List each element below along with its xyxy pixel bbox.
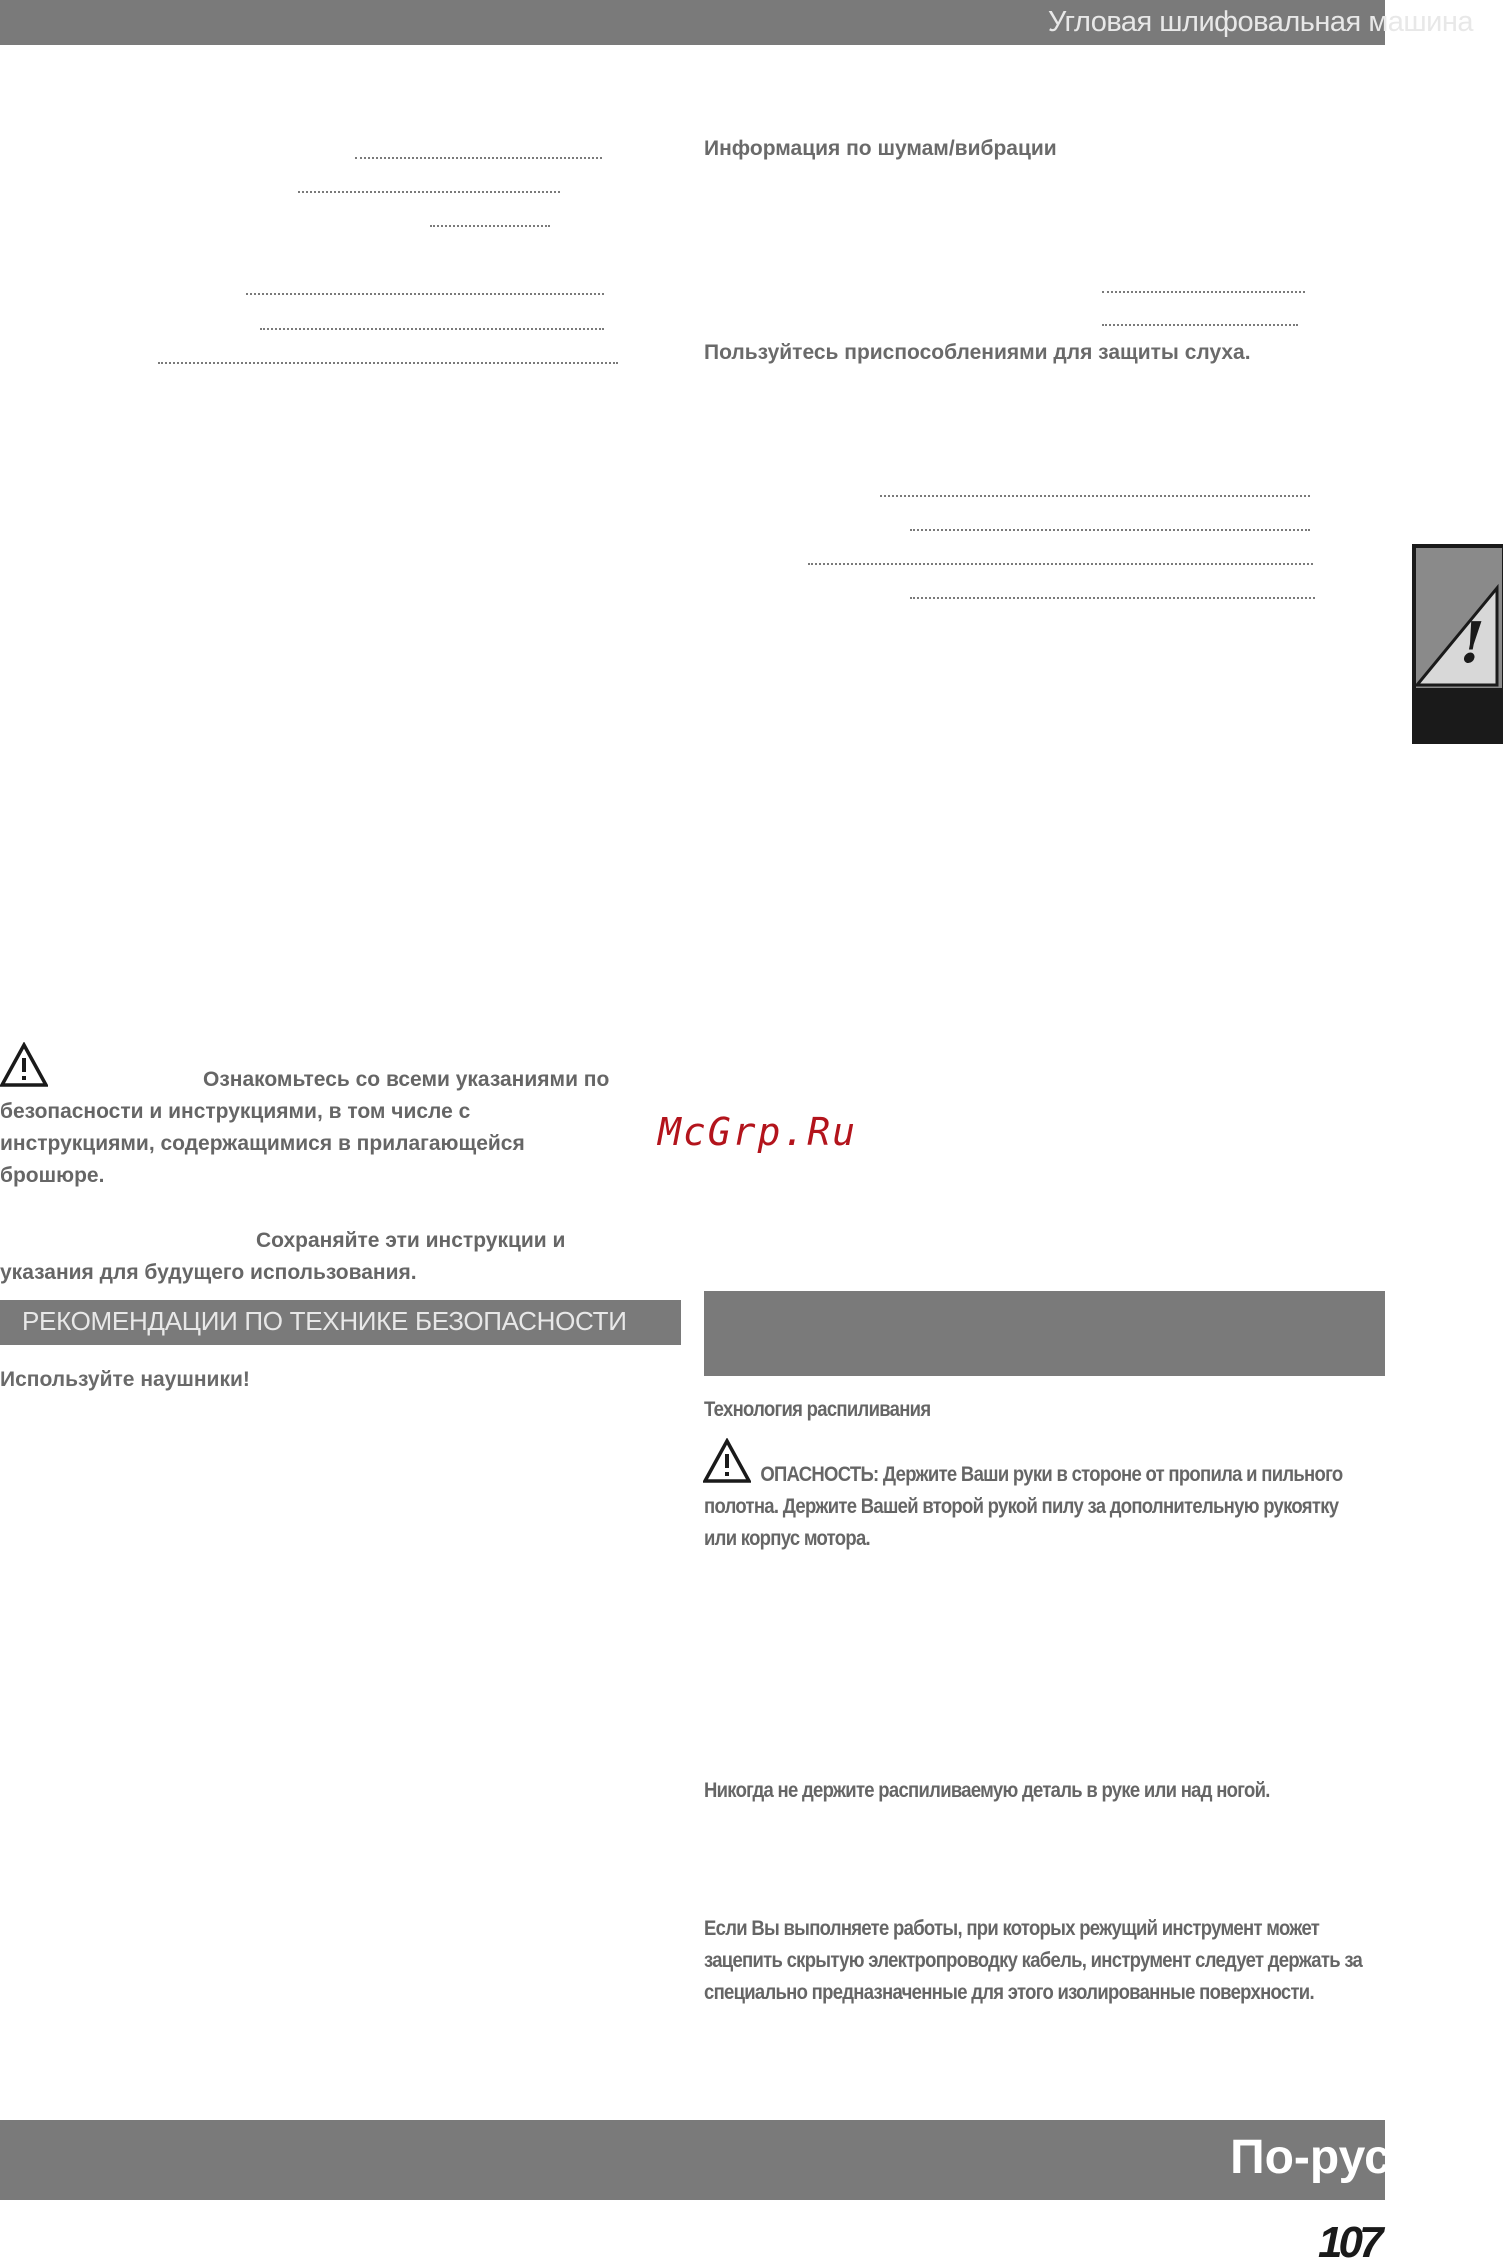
spec-dots [260, 328, 604, 330]
danger-paragraph [704, 1459, 1373, 1555]
warning-exclamation-icon [1412, 580, 1502, 690]
spec-dots [430, 225, 550, 227]
svg-text:!: ! [1460, 610, 1485, 676]
section-title: РЕКОМЕНДАЦИИ ПО ТЕХНИКЕ БЕЗОПАСНОСТИ [22, 1306, 627, 1336]
hidden-wiring-paragraph [704, 1913, 1373, 2009]
vibration-dots [880, 495, 1310, 497]
danger-text: ОПАСНОСТЬ: Держите Ваши руки в стороне от пропила и пильного полотна. Держите Вашей второй рукой пилу за дополнительную рукоятку или корпус мотора. [704, 1463, 1343, 1550]
spec-dots [158, 362, 618, 364]
save-text: Сохраняйте эти инструкции и указания для будущего использования. [0, 1229, 566, 1284]
never-hold-note: Никогда не держите распиливаемую деталь в руке или над ногой. [704, 1779, 1270, 1802]
vibration-dots [808, 563, 1313, 565]
noise-heading: Информация по шумам/вибрации [704, 137, 1057, 160]
vibration-dots [910, 597, 1315, 599]
spec-dots [355, 157, 602, 159]
warning-paragraph [0, 1064, 620, 1192]
vibration-dots [910, 529, 1310, 531]
warning-text: Ознакомьтесь со всеми указаниями по безопасности и инструкциями, в том числе с инструкциями, содержащимися в прилагающейся брошюре. [0, 1068, 610, 1187]
page-number: 107 [1318, 2218, 1380, 2267]
spec-dots [298, 191, 560, 193]
right-section-bar [704, 1291, 1385, 1376]
cutting-heading: Технология распиливания [704, 1398, 931, 1421]
hidden-wiring-text: Если Вы выполняете работы, при которых режущий инструмент может зацепить скрытую электропроводку кабель, инструмент следует держать за специально предназначенные для этого изолированные поверхности. [704, 1917, 1363, 2004]
hearing-protection-note: Пользуйтесь приспособлениями для защиты слуха. [704, 341, 1251, 364]
watermark: McGrp.Ru [658, 1110, 858, 1154]
save-paragraph [0, 1225, 660, 1289]
header-title: Угловая шлифовальная машина [1047, 6, 1473, 38]
noise-dots [1102, 291, 1305, 293]
noise-dots [1102, 324, 1298, 326]
footer-language: По-русски [1230, 2131, 1471, 2184]
spec-dots [246, 293, 604, 295]
use-headphones-note: Используйте наушники! [0, 1368, 250, 1391]
footer-bar [0, 2120, 1385, 2200]
